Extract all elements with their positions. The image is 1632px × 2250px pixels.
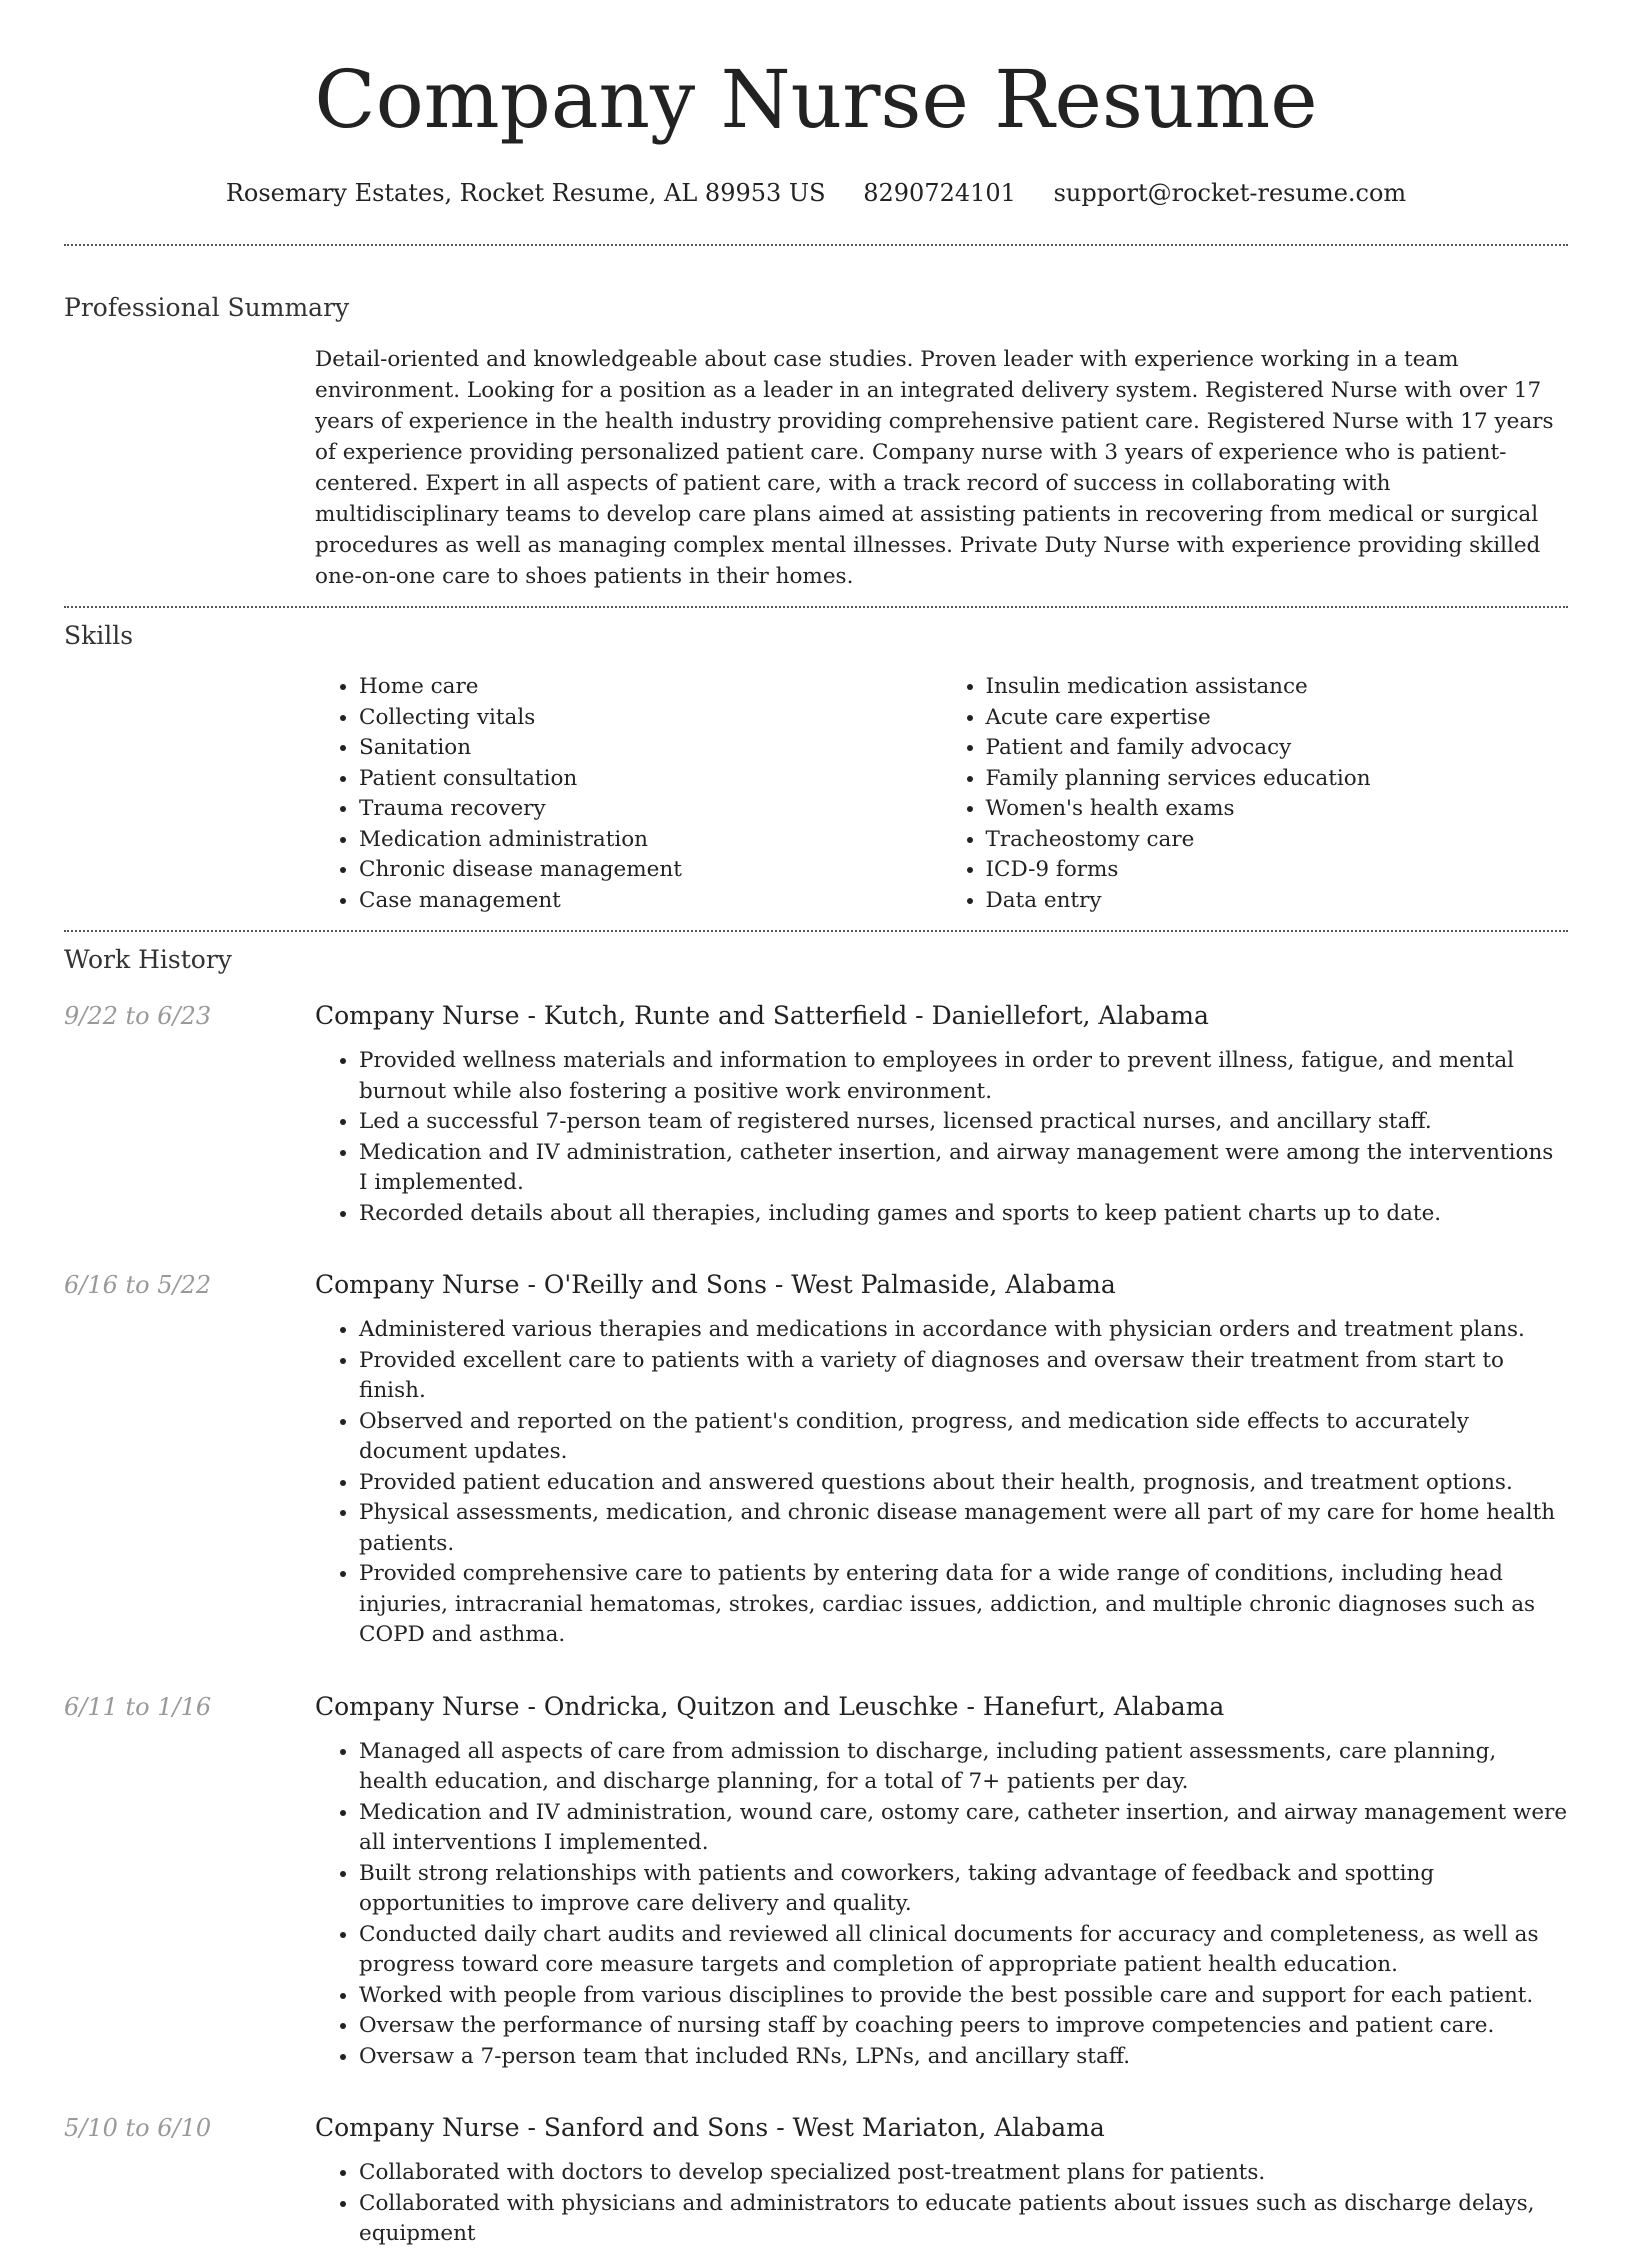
job-bullet: • Oversaw a 7-person team that included RNs, LPNs, and ancillary staff.	[359, 2042, 1568, 2073]
skills-list-left	[315, 672, 942, 916]
contact-email: support@rocket-resume.com	[1053, 179, 1407, 207]
work-section	[0, 944, 1632, 2250]
skill-item: • Sanitation	[359, 733, 942, 764]
job-bullet: • Collaborated with physicians and administrators to educate patients about issues such as discharge delays, equipment	[359, 2189, 1568, 2250]
skill-item: • Chronic disease management	[359, 855, 942, 886]
divider	[64, 244, 1568, 246]
divider	[64, 930, 1568, 932]
job-bullets	[315, 1737, 1568, 2073]
job-entry	[64, 1691, 1568, 2073]
skills-grid	[315, 672, 1568, 916]
skill-item: • Insulin medication assistance	[986, 672, 1569, 703]
job-bullet: • Oversaw the performance of nursing staff by coaching peers to improve competencies and patient care.	[359, 2011, 1568, 2042]
work-heading: Work History	[64, 945, 232, 974]
contact-address: Rosemary Estates, Rocket Resume, AL 89953 US	[225, 179, 826, 207]
contact-line	[0, 178, 1632, 208]
job-bullets	[315, 2158, 1568, 2250]
job-bullet: • Built strong relationships with patients and coworkers, taking advantage of feedback and spotting opportunities to improve care delivery and quality.	[359, 1859, 1568, 1920]
job-title: Company Nurse - Kutch, Runte and Satterfield - Daniellefort, Alabama	[315, 1001, 1209, 1030]
job-title: Company Nurse - Ondricka, Quitzon and Leuschke - Hanefurt, Alabama	[315, 1691, 1225, 1721]
skill-item: • Data entry	[986, 886, 1569, 917]
skill-item: • Women's health exams	[986, 794, 1569, 825]
job-bullet: • Led a successful 7-person team of registered nurses, licensed practical nurses, and ancillary staff.	[359, 1107, 1568, 1138]
job-bullet: • Medication and IV administration, wound care, ostomy care, catheter insertion, and airway management were all interventions I implemented.	[359, 1798, 1568, 1859]
skills-heading: Skills	[64, 621, 134, 650]
skill-item: • ICD-9 forms	[986, 855, 1569, 886]
skill-item: • Patient consultation	[359, 764, 942, 795]
job-bullet: • Recorded details about all therapies, including games and sports to keep patient charts up to date.	[359, 1199, 1568, 1230]
job-title: Company Nurse - O'Reilly and Sons - West Palmaside, Alabama	[315, 1270, 1116, 1299]
skills-section	[0, 620, 1632, 916]
job-bullet: • Provided patient education and answered questions about their health, prognosis, and treatment options.	[359, 1468, 1568, 1499]
job-dates: 9/22 to 6/23	[64, 1002, 212, 1030]
job-bullet: • Worked with people from various disciplines to provide the best possible care and support for each patient.	[359, 1981, 1568, 2012]
summary-heading: Professional Summary	[64, 293, 350, 322]
skills-list-right	[942, 672, 1569, 916]
job-title: Company Nurse - Sanford and Sons - West Mariaton, Alabama	[315, 2113, 1105, 2142]
job-entry	[64, 2112, 1568, 2250]
job-entry	[64, 1000, 1568, 1229]
skill-item: • Patient and family advocacy	[986, 733, 1569, 764]
skill-item: • Collecting vitals	[359, 703, 942, 734]
skill-item: • Acute care expertise	[986, 703, 1569, 734]
job-bullet: • Physical assessments, medication, and chronic disease management were all part of my care for home health patients.	[359, 1498, 1568, 1559]
skill-item: • Family planning services education	[986, 764, 1569, 795]
job-bullet: • Provided comprehensive care to patients by entering data for a wide range of conditions, including head injuries, intracranial hematomas, strokes, cardiac issues, addiction, and multiple chronic diagnoses such as COPD and asthma.	[359, 1559, 1568, 1651]
job-bullets	[315, 1315, 1568, 1651]
job-bullet: • Medication and IV administration, catheter insertion, and airway management were among the interventions I implemented.	[359, 1138, 1568, 1199]
job-bullet: • Conducted daily chart audits and reviewed all clinical documents for accuracy and completeness, as well as progress toward core measure targets and completion of appropriate patient health education.	[359, 1920, 1568, 1981]
skill-item: • Tracheostomy care	[986, 825, 1569, 856]
job-dates: 5/10 to 6/10	[64, 2114, 212, 2142]
job-bullet: • Collaborated with doctors to develop specialized post-treatment plans for patients.	[359, 2158, 1568, 2189]
job-bullet: • Observed and reported on the patient's condition, progress, and medication side effects to accurately document updates.	[359, 1407, 1568, 1468]
summary-content	[315, 344, 1568, 592]
job-bullet: • Administered various therapies and medications in accordance with physician orders and treatment plans.	[359, 1315, 1568, 1346]
summary-section	[0, 292, 1632, 592]
skills-content	[315, 672, 1568, 916]
job-bullet: • Provided excellent care to patients with a variety of diagnoses and oversaw their treatment from start to finish.	[359, 1346, 1568, 1407]
summary-text: Detail-oriented and knowledgeable about case studies. Proven leader with experience working in a team environment. Looking for a position as a leader in an integrated delivery system. Registered Nurse with over 17 years of experience in the health industry providing comprehensive patient care. Registered Nurse with 17 years of experience providing personalized patient care. Company nurse with 3 years of experience who is patient-centered. Expert in all aspects of patient care, with a track record of success in collaborating with multidisciplinary teams to develop care plans aimed at assisting patients in recovering from medical or surgical procedures as well as managing complex mental illnesses. Private Duty Nurse with experience providing skilled one-on-one care to shoes patients in their homes.	[315, 347, 1554, 589]
job-dates: 6/16 to 5/22	[64, 1271, 212, 1299]
job-entry	[64, 1269, 1568, 1651]
skill-item: • Home care	[359, 672, 942, 703]
resume-title: Company Nurse Resume	[314, 53, 1318, 146]
skill-item: • Medication administration	[359, 825, 942, 856]
divider	[64, 606, 1568, 608]
skill-item: • Trauma recovery	[359, 794, 942, 825]
job-bullet: • Provided wellness materials and information to employees in order to prevent illness, fatigue, and mental burnout while also fostering a positive work environment.	[359, 1046, 1568, 1107]
job-dates: 6/11 to 1/16	[64, 1692, 212, 1721]
skill-item: • Case management	[359, 886, 942, 917]
job-bullets	[315, 1046, 1568, 1229]
contact-phone: 8290724101	[863, 179, 1016, 207]
job-bullet: • Managed all aspects of care from admission to discharge, including patient assessments, care planning, health education, and discharge planning, for a total of 7+ patients per day.	[359, 1737, 1568, 1798]
